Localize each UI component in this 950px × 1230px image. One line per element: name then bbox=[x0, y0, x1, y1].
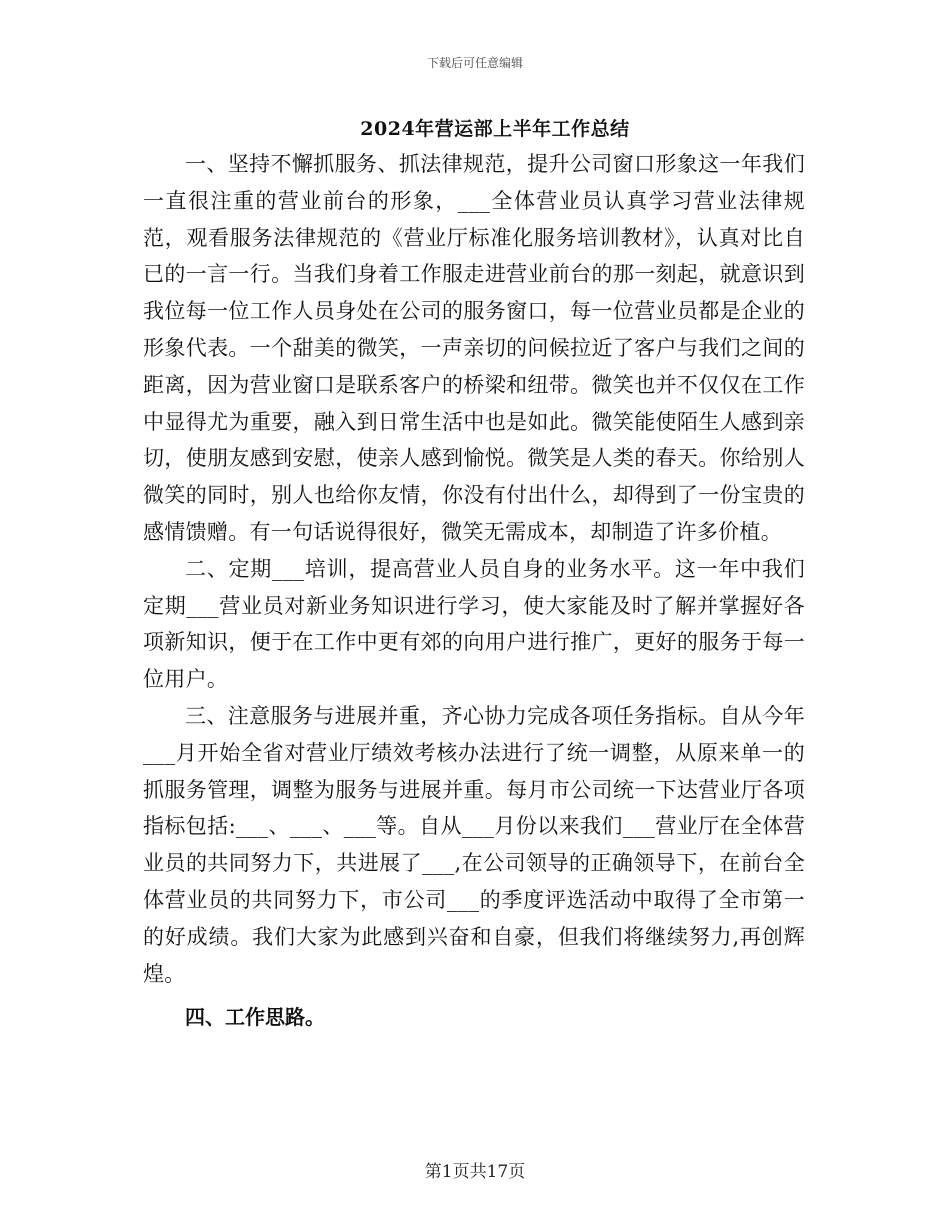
document-body bbox=[143, 146, 805, 1034]
paragraph-3: 三、注意服务与进展并重，齐心协力完成各项任务指标。自从今年___月开始全省对营业厅绩效考核办法进行了统一调整，从原来单一的抓服务管理，调整为服务与进展并重。每月市公司统一下达营业厅各项指标包括:___、___、___等。自从___月份以来我们___营业厅在全体营业员的共同努力下，共进展了___,在公司领导的正确领导下，在前台全体营业员的共同努力下，市公司___的季度评选活动中取得了全市第一的好成绩。我们大家为此感到兴奋和自豪，但我们将继续努力,再创辉煌。 bbox=[143, 703, 805, 986]
document-title: 2024年营运部上半年工作总结 bbox=[360, 118, 630, 140]
paragraph-1: 一、坚持不懈抓服务、抓法律规范，提升公司窗口形象这一年我们一直很注重的营业前台的形象，___全体营业员认真学习营业法律规范，观看服务法律规范的《营业厅标准化服务培训教材》，认真对比自已的一言一行。当我们身着工作服走进营业前台的那一刻起，就意识到我位每一位工作人员身处在公司的服务窗口，每一位营业员都是企业的形象代表。一个甜美的微笑，一声亲切的问候拉近了客户与我们之间的距离，因为营业窗口是联系客户的桥梁和纽带。微笑也并不仅仅在工作中显得尤为重要，融入到日常生活中也是如此。微笑能使陌生人感到亲切，使朋友感到安慰，使亲人感到愉悦。微笑是人类的春天。你给别人微笑的同时，别人也给你友情，你没有付出什么，却得到了一份宝贵的感情馈赠。有一句话说得很好，微笑无需成本，却制造了许多价植。 bbox=[143, 152, 805, 544]
section-heading: 四、工作思路。 bbox=[185, 1005, 325, 1030]
page-footer: 第1页共17页 bbox=[424, 1162, 526, 1182]
header-note: 下载后可任意编辑 bbox=[426, 56, 523, 70]
paragraph-2: 二、定期___培训，提高营业人员自身的业务水平。这一年中我们定期___营业员对新业务知识进行学习，使大家能及时了解并掌握好各项新知识，便于在工作中更有郊的向用户进行推广，更好的服务于每一位用户。 bbox=[143, 556, 805, 692]
